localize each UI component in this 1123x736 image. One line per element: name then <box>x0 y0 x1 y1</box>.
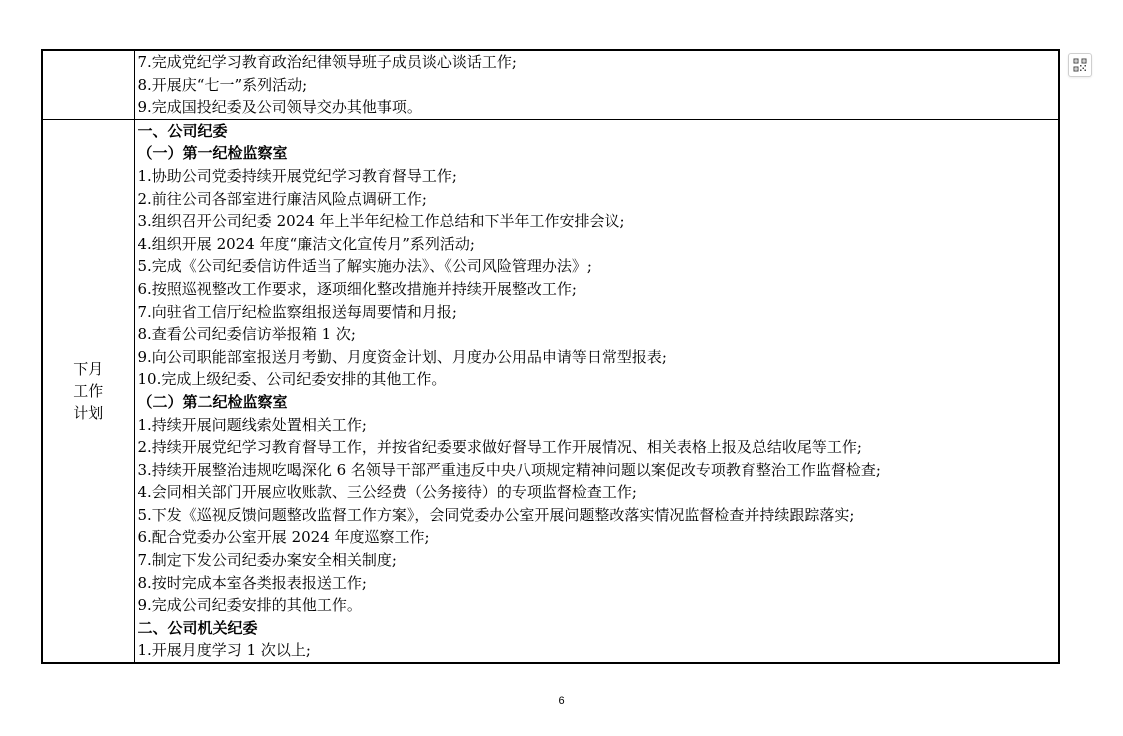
list-item: 9.向公司职能部室报送月考勤、月度资金计划、月度办公用品申请等日常型报表; <box>137 347 667 366</box>
list-item: 2.前往公司各部室进行廉洁风险点调研工作; <box>137 189 427 208</box>
list-item: 4.会同相关部门开展应收账款、三公经费（公务接待）的专项监督检查工作; <box>137 483 637 502</box>
list-item: 3.组织召开公司纪委 2024 年上半年纪检工作总结和下半年工作安排会议; <box>137 212 625 231</box>
list-item: 1.持续开展问题线索处置相关工作; <box>137 415 367 434</box>
section-heading: 二、公司机关纪委 <box>137 618 258 637</box>
list-item: 5.完成《公司纪委信访件适当了解实施办法》、《公司风险管理办法》; <box>137 257 592 276</box>
list-item: 10.完成上级纪委、公司纪委安排的其他工作。 <box>137 370 447 389</box>
list-item: 3.持续开展整治违规吃喝深化 6 名领导干部严重违反中央八项规定精神问题以案促改专项教育整治工作监督检查; <box>137 460 881 479</box>
section-heading: （二）第二纪检监察室 <box>137 392 288 411</box>
section-heading: （一）第一纪检监察室 <box>137 144 288 163</box>
table-row-previous-items <box>42 50 1059 119</box>
list-item: 6.按照巡视整改工作要求，逐项细化整改措施并持续开展整改工作; <box>137 279 577 298</box>
list-item: 4.组织开展 2024 年度“廉洁文化宣传月”系列活动; <box>137 234 475 253</box>
qr-code-icon <box>1073 58 1087 72</box>
row-content-cell-previous <box>134 50 1059 119</box>
list-item: 8.按时完成本室各类报表报送工作; <box>137 573 367 592</box>
table-row-next-month-plan <box>42 119 1059 663</box>
list-item: 8.查看公司纪委信访举报箱 1 次; <box>137 325 356 344</box>
list-item: 5.下发《巡视反馈问题整改监督工作方案》，会同党委办公室开展问题整改落实情况监督检查并持续跟踪落实; <box>137 505 855 524</box>
page-number: 6 <box>558 695 565 707</box>
list-item: 7.完成党纪学习教育政治纪律领导班子成员谈心谈话工作; <box>137 53 517 71</box>
list-item: 7.制定下发公司纪委办案安全相关制度; <box>137 551 397 570</box>
list-item: 9.完成公司纪委安排的其他工作。 <box>137 596 362 615</box>
list-item: 8.开展庆“七一”系列活动; <box>137 75 308 94</box>
section-heading: 一、公司纪委 <box>137 121 228 140</box>
qr-code-button[interactable] <box>1068 53 1092 77</box>
row-content-cell-plan <box>134 119 1059 663</box>
list-item: 1.开展月度学习 1 次以上; <box>137 641 311 660</box>
list-item: 2.持续开展党纪学习教育督导工作，并按省纪委要求做好督导工作开展情况、相关表格上报及总结收尾等工作; <box>137 438 862 457</box>
list-item: 1.协助公司党委持续开展党纪学习教育督导工作; <box>137 166 457 185</box>
list-item: 7.向驻省工信厅纪检监察组报送每周要情和月报; <box>137 302 457 321</box>
row-label-cell-next-month-plan <box>42 119 134 663</box>
row-label-next-month-plan: 下月工作计划 <box>73 359 104 422</box>
work-plan-table <box>41 49 1060 664</box>
list-item: 9.完成国投纪委及公司领导交办其他事项。 <box>137 98 422 117</box>
row-label-cell-empty <box>42 50 134 119</box>
list-item: 6.配合党委办公室开展 2024 年度巡察工作; <box>137 528 430 547</box>
